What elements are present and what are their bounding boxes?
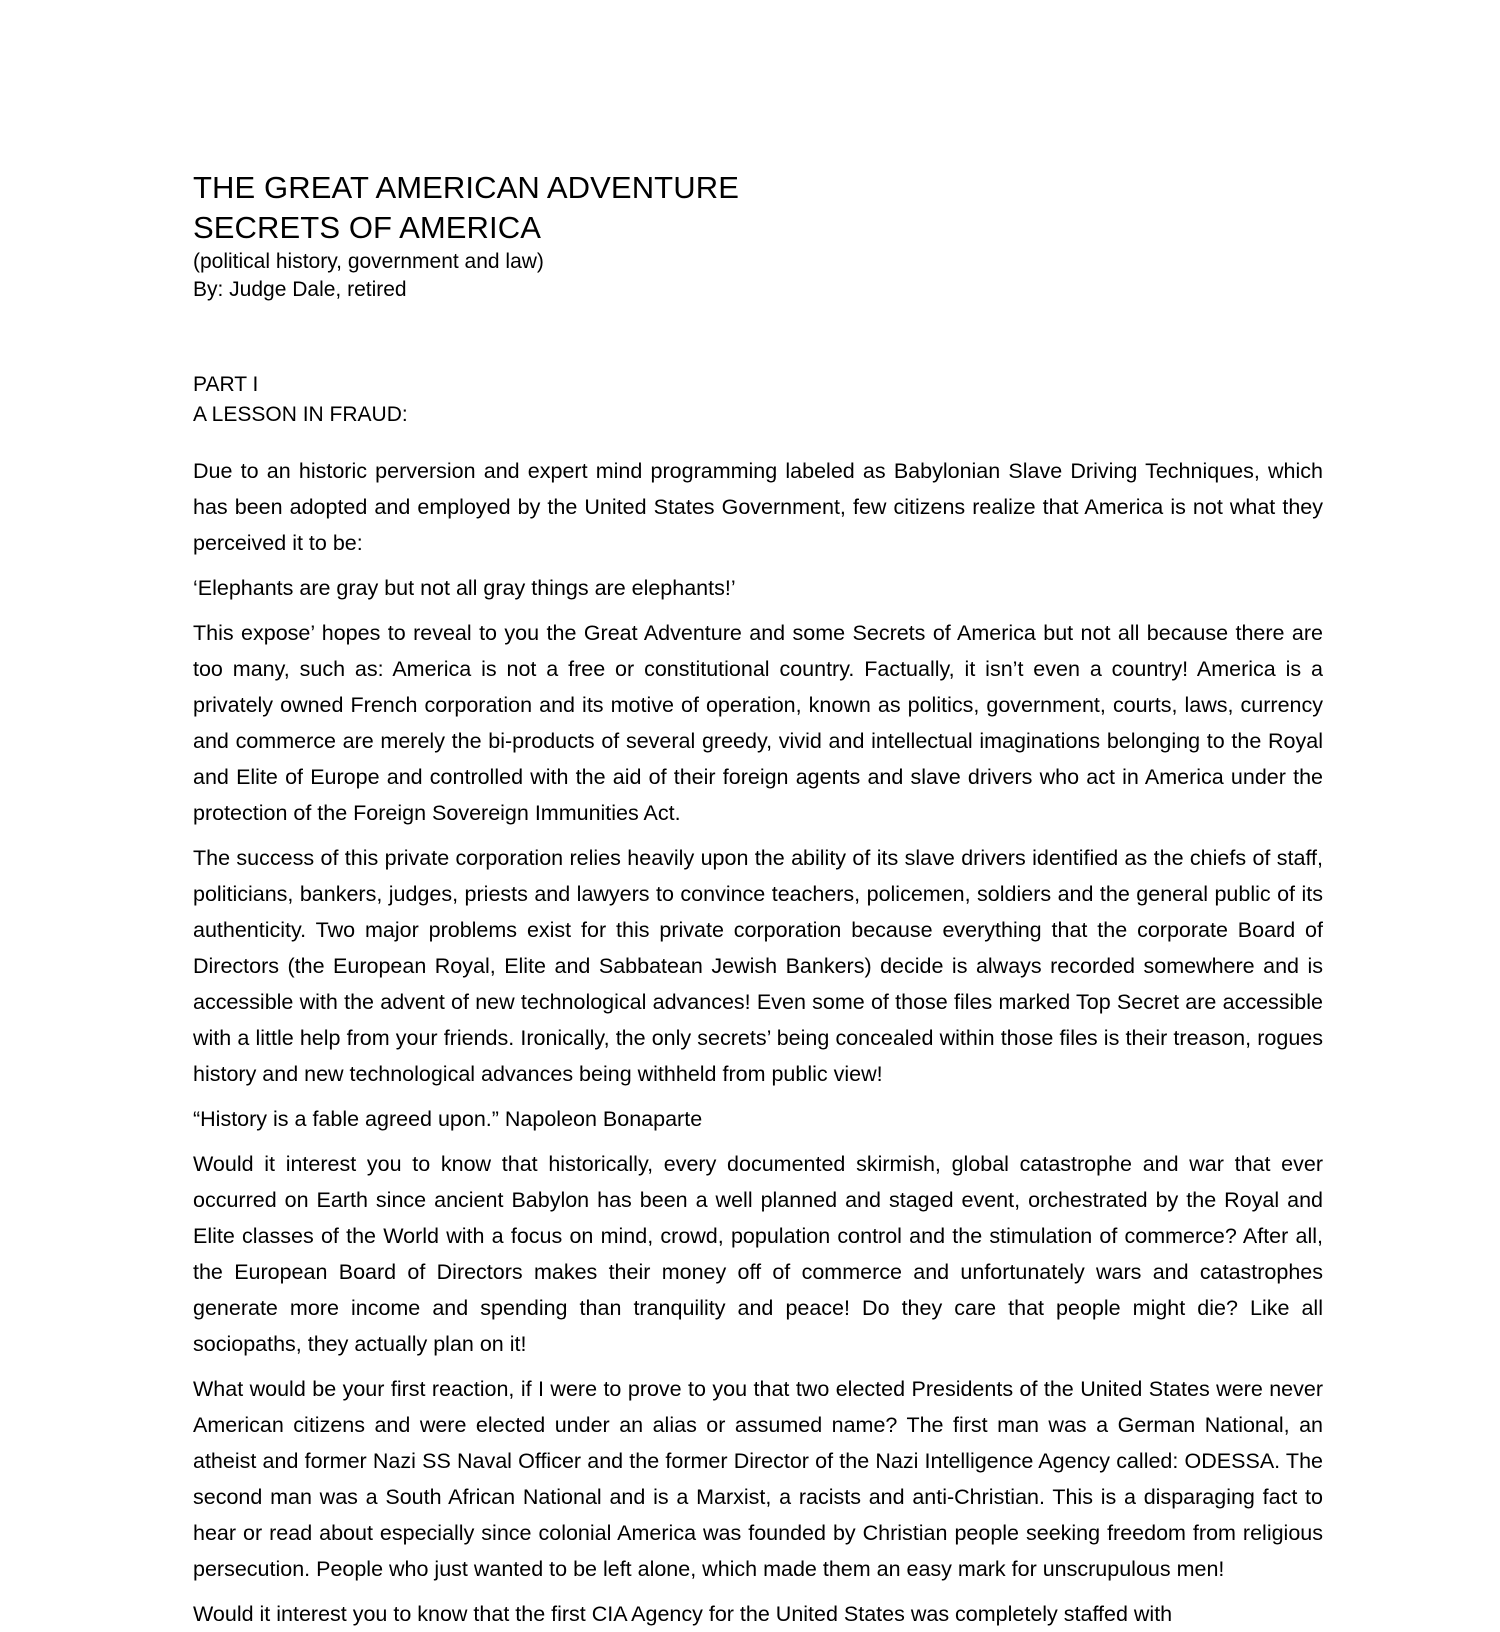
body-text [193,453,1323,1632]
document-content [193,168,1323,1632]
section-heading: A LESSON IN FRAUD: [193,403,408,426]
paragraph: Due to an historic perversion and expert mind programming labeled as Babylonian Slave Driving Techniques, which has been adopted and employed by the United States Government, few citizens realize that America is not what they perceived it to be: [193,459,1323,555]
document-byline: By: Judge Dale, retired [193,278,407,301]
title-block [193,168,1323,304]
document-subtitle: (political history, government and law) [193,250,544,273]
paragraph: This expose’ hopes to reveal to you the Great Adventure and some Secrets of America but not all because there are too many, such as: America is not a free or constitutional country. Factually, it isn’t even a country! America is a privately owned French corporation and its motive of operation, known as politics, government, courts, laws, currency and commerce are merely the bi-products of several greedy, vivid and intellectual imaginations belonging to the Royal and Elite of Europe and controlled with the aid of their foreign agents and slave drivers who act in America under the protection of the Foreign Sovereign Immunities Act. [193,621,1323,825]
part-label: PART I [193,373,259,396]
document-title-line-2: SECRETS OF AMERICA [193,210,542,245]
paragraph-quote-elephants: ‘Elephants are gray but not all gray things are elephants!’ [193,576,736,600]
paragraph-clipped: Would it interest you to know that the first CIA Agency for the United States was completely staffed with [193,1602,1173,1626]
document-title-line-1: THE GREAT AMERICAN ADVENTURE [193,170,739,205]
paragraph: Would it interest you to know that historically, every documented skirmish, global catastrophe and war that ever occurred on Earth since ancient Babylon has been a well planned and staged event, orchestrated by the Royal and Elite classes of the World with a focus on mind, crowd, population control and the stimulation of commerce? After all, the European Board of Directors makes their money off of commerce and unfortunately wars and catastrophes generate more income and spending than tranquility and peace! Do they care that people might die? Like all sociopaths, they actually plan on it! [193,1152,1323,1356]
section-heading-block [193,370,1323,430]
paragraph-quote-napoleon: “History is a fable agreed upon.” Napoleon Bonaparte [193,1107,703,1131]
paragraph: What would be your first reaction, if I were to prove to you that two elected Presidents of the United States were never American citizens and were elected under an alias or assumed name? The first man was a German National, an atheist and former Nazi SS Naval Officer and the former Director of the Nazi Intelligence Agency called: ODESSA. The second man was a South African National and is a Marxist, a racists and anti-Christian. This is a disparaging fact to hear or read about especially since colonial America was founded by Christian people seeking freedom from religious persecution. People who just wanted to be left alone, which made them an easy mark for unscrupulous men! [193,1377,1323,1581]
paragraph: The success of this private corporation relies heavily upon the ability of its slave drivers identified as the chiefs of staff, politicians, bankers, judges, priests and lawyers to convince teachers, policemen, soldiers and the general public of its authenticity. Two major problems exist for this private corporation because everything that the corporate Board of Directors (the European Royal, Elite and Sabbatean Jewish Bankers) decide is always recorded somewhere and is accessible with the advent of new technological advances! Even some of those files marked Top Secret are accessible with a little help from your friends. Ironically, the only secrets’ being concealed within those files is their treason, rogues history and new technological advances being withheld from public view! [193,846,1323,1086]
